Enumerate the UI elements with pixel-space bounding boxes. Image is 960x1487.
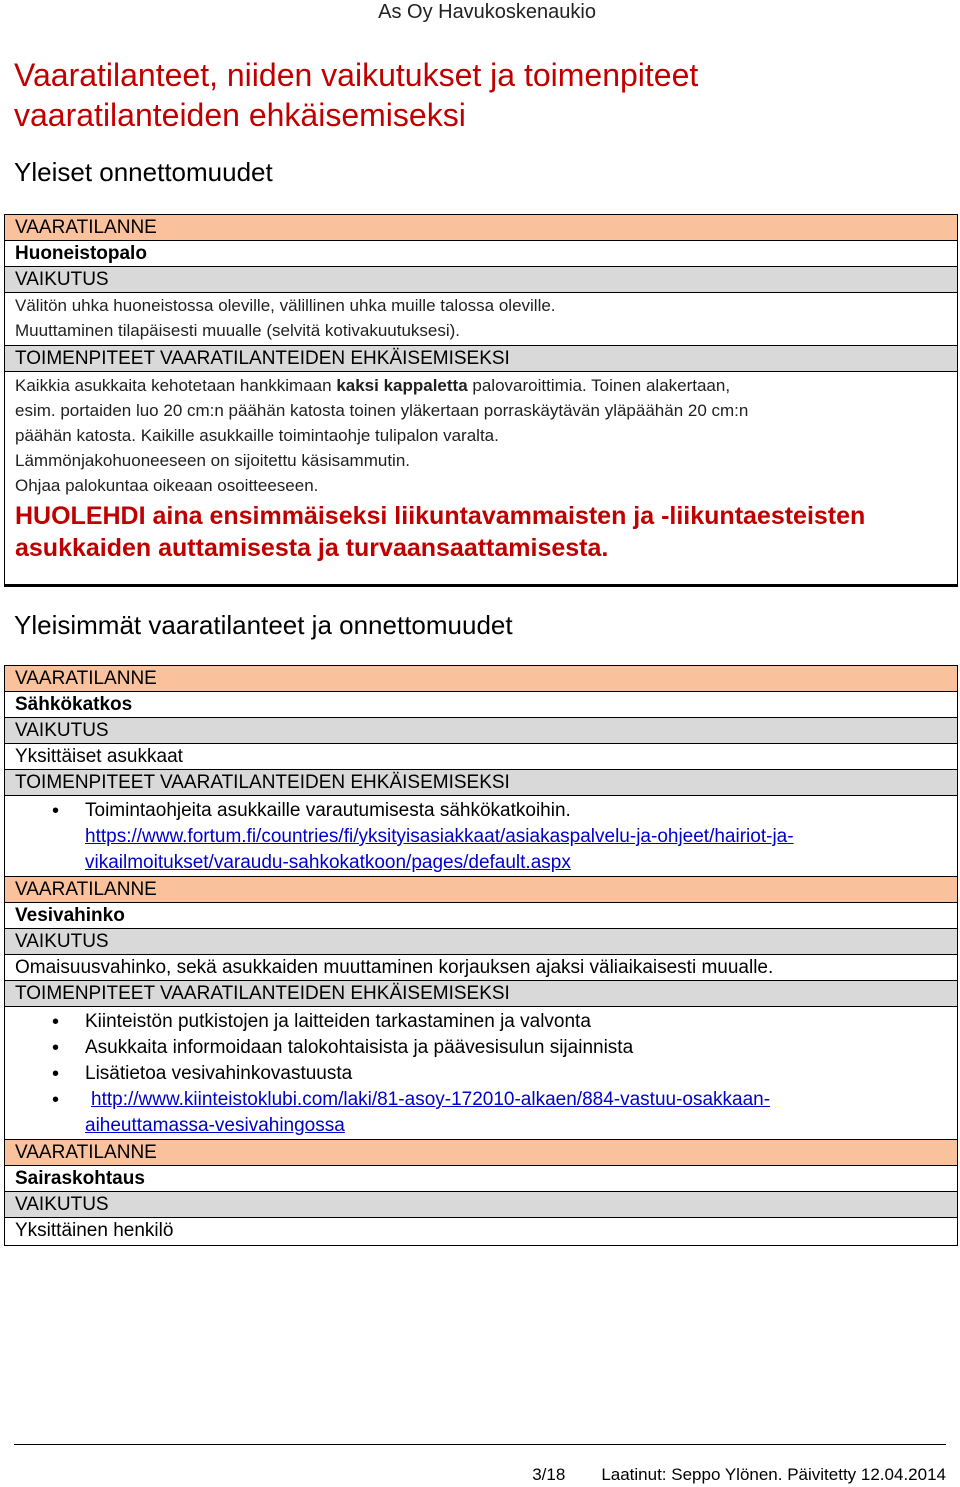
hazard-table-common bbox=[4, 665, 958, 1246]
effect-text: Yksittäinen henkilö bbox=[15, 1220, 174, 1241]
list-item bbox=[85, 798, 947, 876]
measure-text: palovaroittimia. Toinen alakertaan, bbox=[467, 376, 731, 395]
footer-divider bbox=[14, 1444, 946, 1445]
measures-list bbox=[15, 798, 947, 876]
warning-text bbox=[15, 500, 947, 564]
hazard-table-fire bbox=[4, 214, 958, 587]
measure-line: Ohjaa palokuntaa oikeaan osoitteeseen. bbox=[15, 476, 319, 495]
effect-text bbox=[5, 293, 957, 346]
page-number: 3/18 bbox=[532, 1465, 566, 1484]
warning-line: HUOLEHDI aina ensimmäiseksi liikuntavammaisten ja -liikuntaesteisten bbox=[15, 502, 866, 530]
section-heading-common: Yleisimmät vaaratilanteet ja onnettomuudet bbox=[14, 610, 513, 640]
label-vaikutus: VAIKUTUS bbox=[5, 1192, 957, 1218]
label-vaaratilanne: VAARATILANNE bbox=[5, 1140, 957, 1166]
list-item-text: Toimintaohjeita asukkaille varautumisesta sähkökatkoihin. bbox=[85, 800, 571, 821]
measures-list-wrap bbox=[5, 1007, 957, 1140]
label-vaikutus: VAIKUTUS bbox=[5, 267, 957, 293]
measures-text bbox=[5, 372, 957, 584]
fortum-link[interactable] bbox=[85, 826, 794, 873]
link-line: http://www.kiinteistoklubi.com/laki/81-asoy-172010-alkaen/884-vastuu-osakkaan- bbox=[91, 1089, 771, 1110]
measure-line bbox=[15, 373, 947, 398]
label-vaaratilanne: VAARATILANNE bbox=[5, 666, 957, 692]
label-vaaratilanne: VAARATILANNE bbox=[5, 215, 957, 241]
hazard-name: Vesivahinko bbox=[5, 903, 957, 929]
list-item: • Lisätietoa vesivahinkovastuusta bbox=[85, 1061, 947, 1087]
header-org: As Oy Havukoskenaukio bbox=[378, 1, 596, 23]
measures-list bbox=[15, 1009, 947, 1139]
effect-text: Omaisuusvahinko, sekä asukkaiden muuttaminen korjauksen ajaksi väliaikaisesti muualle. bbox=[5, 955, 957, 981]
measure-text: Kaikkia asukkaita kehotetaan hankkimaan bbox=[15, 376, 337, 395]
effect-line: Muuttaminen tilapäisesti muualle (selvitä kotivakuutuksesi). bbox=[15, 321, 461, 340]
section-heading-general: Yleiset onnettomuudet bbox=[14, 157, 273, 187]
list-item bbox=[85, 1087, 947, 1139]
link-line: https://www.fortum.fi/countries/fi/yksityisasiakkaat/asiakaspalvelu-ja-ohjeet/hairiot-ja- bbox=[85, 826, 794, 847]
warning-line: asukkaiden auttamisesta ja turvaansaattamisesta. bbox=[15, 534, 609, 562]
label-toimenpiteet: TOIMENPITEET VAARATILANTEIDEN EHKÄISEMISEKSI bbox=[5, 981, 957, 1007]
kiinteistoklubi-link-cont[interactable] bbox=[85, 1115, 345, 1136]
page-title bbox=[14, 55, 698, 135]
measures-list-wrap bbox=[5, 796, 957, 877]
link-line: aiheuttamassa-vesivahingossa bbox=[85, 1115, 345, 1136]
label-toimenpiteet: TOIMENPITEET VAARATILANTEIDEN EHKÄISEMISEKSI bbox=[5, 346, 957, 372]
label-toimenpiteet: TOIMENPITEET VAARATILANTEIDEN EHKÄISEMISEKSI bbox=[5, 770, 957, 796]
title-line-1: Vaaratilanteet, niiden vaikutukset ja toimenpiteet bbox=[14, 57, 699, 93]
footer bbox=[496, 1465, 946, 1485]
label-vaikutus: VAIKUTUS bbox=[5, 929, 957, 955]
link-line: vikailmoitukset/varaudu-sahkokatkoon/pages/default.aspx bbox=[85, 852, 571, 873]
measure-line: esim. portaiden luo 20 cm:n päähän katosta toinen yläkertaan porraskäytävän yläpäähän 20 cm:n bbox=[15, 401, 749, 420]
label-vaikutus: VAIKUTUS bbox=[5, 718, 957, 744]
list-item: • Asukkaita informoidaan talokohtaisista ja päävesisulun sijainnista bbox=[85, 1035, 947, 1061]
effect-line: Välitön uhka huoneistossa oleville, välillinen uhka muille talossa oleville. bbox=[15, 296, 556, 315]
measure-bold: kaksi kappaletta bbox=[336, 376, 468, 395]
kiinteistoklubi-link[interactable] bbox=[91, 1089, 770, 1110]
effect-text: Yksittäiset asukkaat bbox=[5, 744, 957, 770]
measure-line: Lämmönjakohuoneeseen on sijoitettu käsisammutin. bbox=[15, 451, 411, 470]
measure-line: päähän katosta. Kaikille asukkaille toimintaohje tulipalon varalta. bbox=[15, 426, 499, 445]
title-line-2: vaaratilanteiden ehkäisemiseksi bbox=[14, 97, 466, 133]
hazard-name: Sairaskohtaus bbox=[5, 1166, 957, 1192]
list-item: • Kiinteistön putkistojen ja laitteiden tarkastaminen ja valvonta bbox=[85, 1009, 947, 1035]
hazard-name: Huoneistopalo bbox=[5, 241, 957, 267]
footer-author: Laatinut: Seppo Ylönen. Päivitetty 12.04.2014 bbox=[601, 1465, 946, 1484]
hazard-name: Sähkökatkos bbox=[5, 692, 957, 718]
label-vaaratilanne: VAARATILANNE bbox=[5, 877, 957, 903]
